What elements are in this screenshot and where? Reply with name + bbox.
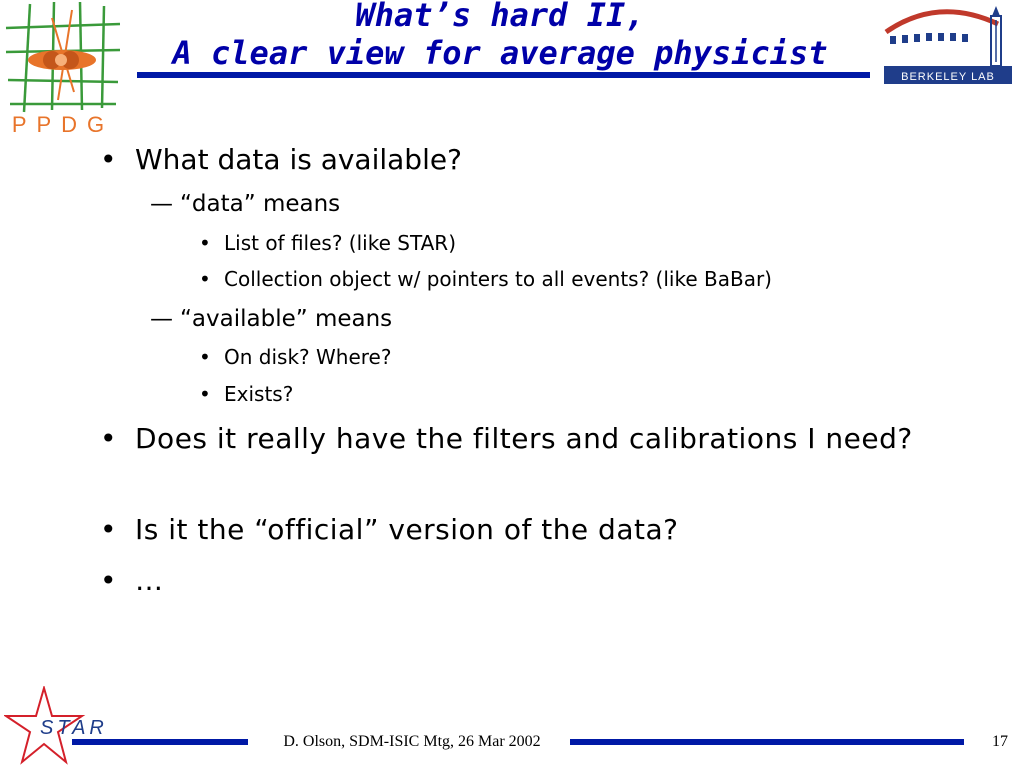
footer-divider-right: [570, 739, 964, 745]
bullet-text: Collection object w/ pointers to all events? (like BaBar): [224, 267, 772, 291]
bullet-marker: •: [199, 345, 211, 369]
bullet-text: “available” means: [180, 306, 393, 332]
bullet-text: “data” means: [180, 191, 341, 217]
title-line-1: What’s hard II,: [355, 0, 645, 34]
slide-title: [130, 0, 870, 72]
bullet-text: Exists?: [224, 382, 294, 406]
footer-text: D. Olson, SDM-ISIC Mtg, 26 Mar 2002: [283, 733, 541, 750]
ppdg-logo-text: PPDG: [11, 112, 115, 137]
page-number: 17: [992, 733, 1008, 750]
bullet-text: What data is available?: [135, 143, 462, 176]
campanile-tower-icon: [991, 6, 1001, 66]
bullet-marker: •: [100, 422, 117, 455]
star-logo: [4, 686, 116, 766]
bullet-marker: •: [100, 143, 117, 176]
bullet-marker: •: [199, 231, 211, 255]
bullet-marker: •: [199, 267, 211, 291]
berkeley-lab-logo: [878, 2, 1020, 92]
bullet-text: List of files? (like STAR): [224, 231, 456, 255]
lab-building-roof-icon: [886, 12, 998, 32]
title-line-2: A clear view for average physicist: [172, 34, 828, 72]
bullet-marker: •: [100, 564, 117, 597]
bullet-text: On disk? Where?: [224, 345, 392, 369]
ppdg-logo: [2, 0, 124, 138]
ppdg-orbit-icon: [28, 10, 96, 100]
bullet-text: Does it really have the filters and calibrations I need?: [135, 422, 913, 455]
bullet-marker: —: [150, 306, 173, 332]
bullet-marker: —: [150, 191, 173, 217]
bullet-text: …: [135, 564, 163, 597]
footer-divider-left: [72, 739, 248, 745]
berkeley-lab-text: BERKELEY LAB: [901, 71, 995, 83]
bullet-marker: •: [100, 513, 117, 546]
bullet-marker: •: [199, 382, 211, 406]
bullet-text: Is it the “official” version of the data?: [135, 513, 679, 546]
lab-building-windows-icon: [890, 33, 968, 44]
title-divider: [137, 72, 870, 78]
star-logo-text: STAR: [40, 717, 108, 739]
